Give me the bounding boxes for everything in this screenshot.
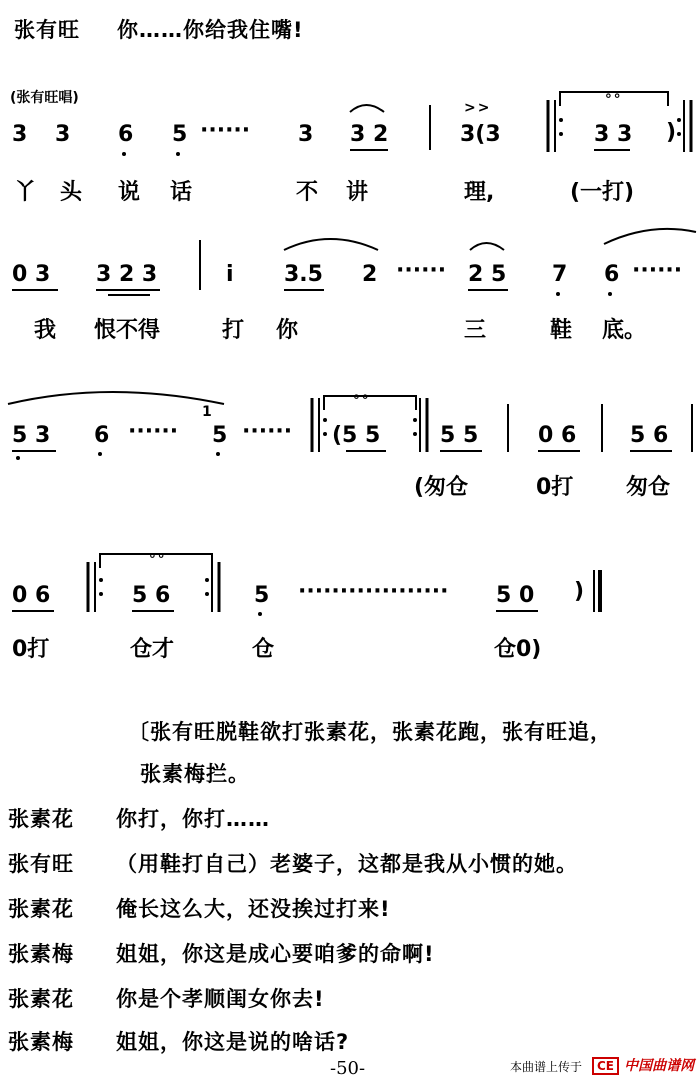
dots: ······ <box>200 118 251 143</box>
dialogue-speaker: 张素花 <box>8 807 74 831</box>
octave-dot-low <box>98 452 102 456</box>
repeat-mark: ∘∘ <box>352 389 370 405</box>
note: 6 <box>604 262 620 287</box>
percussion-text: 仓0) <box>494 637 542 662</box>
dots: ······ <box>128 419 179 444</box>
note-pair: 0 3 <box>12 262 51 287</box>
octave-dot-low <box>556 292 560 296</box>
note-pair: 3(3 <box>460 122 501 147</box>
logo-text: 中国曲谱网 <box>624 1058 695 1074</box>
slur <box>604 229 696 244</box>
repeat-dot <box>413 432 417 436</box>
header-line: 你……你给我住嘴! <box>117 18 304 42</box>
note-pair: 5 5 <box>440 423 479 448</box>
dialogue-line: 俺长这么大，还没挨过打来! <box>116 897 391 921</box>
note-pair: 5 6 <box>132 583 171 608</box>
dialogue-speaker: 张有旺 <box>8 852 74 876</box>
percussion-text: 匆仓 <box>626 475 671 500</box>
repeat-dot <box>323 418 327 422</box>
repeat-dot <box>205 592 209 596</box>
logo-mark: CE <box>592 1057 619 1075</box>
lyric: 丫 <box>14 180 37 205</box>
octave-dot-low <box>16 456 20 460</box>
repeat-bracket <box>324 396 416 410</box>
lyric: 恨不得 <box>94 318 161 343</box>
percussion-text: 仓 <box>252 637 275 662</box>
octave-dot-low <box>216 452 220 456</box>
lyric: 打 <box>222 318 245 343</box>
repeat-bracket <box>560 92 668 106</box>
percussion-text: 0打 <box>12 637 50 662</box>
octave-dot-low <box>258 612 262 616</box>
note: i <box>226 262 234 287</box>
dots: ······ <box>632 258 683 283</box>
note-pair: 2 5 <box>468 262 507 287</box>
note-pair: (5 5 <box>332 423 381 448</box>
repeat-dot <box>99 592 103 596</box>
repeat-mark: ∘∘ <box>604 88 622 104</box>
grace-note: 1 <box>202 404 212 420</box>
note-pair: 5 6 <box>630 423 669 448</box>
stage-direction-line-2: 张素梅拦。 <box>140 762 250 786</box>
dialogue-speaker: 张素梅 <box>8 942 74 966</box>
dialogue-line: 你是个孝顺闺女你去! <box>116 987 325 1011</box>
repeat-dot <box>323 432 327 436</box>
repeat-dot <box>413 418 417 422</box>
percussion-text: 仓才 <box>130 637 175 662</box>
lyric: 不 <box>296 180 319 205</box>
note: 6 <box>118 122 134 147</box>
dialogue-line: （用鞋打自己）老婆子，这都是我从小惯的她。 <box>116 852 578 876</box>
dialogue-speaker: 张素花 <box>8 897 74 921</box>
lyric: 你 <box>276 318 299 343</box>
lyric: 头 <box>60 180 83 205</box>
dialogue-line: 姐姐，你这是成心要咱爹的命啊! <box>116 942 435 966</box>
slur <box>350 105 384 112</box>
dialogue-speaker: 张素梅 <box>8 1030 74 1054</box>
site-logo <box>592 1055 694 1075</box>
lyric: 话 <box>170 180 193 205</box>
repeat-dot <box>677 132 681 136</box>
repeat-dot <box>99 578 103 582</box>
lyric: 我 <box>34 318 57 343</box>
lyric: 说 <box>118 180 141 205</box>
note: 5 <box>212 423 228 448</box>
stage-direction-line-1: 〔张有旺脱鞋欲打张素花，张素花跑，张有旺追， <box>128 720 612 744</box>
singer-note: (张有旺唱) <box>10 90 79 106</box>
note-pair: 3.5 <box>284 262 323 287</box>
note: 5 <box>172 122 188 147</box>
repeat-dot <box>205 578 209 582</box>
octave-dot-low <box>176 152 180 156</box>
paren-close: ) <box>574 579 585 604</box>
upload-credit: 本曲谱上传于 <box>510 1060 583 1074</box>
octave-dot-low <box>122 152 126 156</box>
lyric: 理, <box>464 180 495 205</box>
repeat-bracket <box>100 554 212 568</box>
slur <box>470 243 504 250</box>
repeat-dot <box>677 118 681 122</box>
percussion-text: (匆仓 <box>414 475 469 500</box>
lyric: 底。 <box>602 318 647 343</box>
repeat-dot <box>559 132 563 136</box>
octave-dot-low <box>608 292 612 296</box>
percussion-text: 0打 <box>536 475 574 500</box>
note: 6 <box>94 423 110 448</box>
lyric: 鞋 <box>550 318 573 343</box>
lyric: 讲 <box>346 180 369 205</box>
slur <box>284 239 378 250</box>
note: 2 <box>362 262 378 287</box>
repeat-mark: ∘∘ <box>148 548 166 564</box>
dots: ······ <box>396 258 447 283</box>
page-number: -50- <box>330 1058 366 1079</box>
dots: ······ <box>242 419 293 444</box>
accent-marks: >> <box>464 100 492 116</box>
note: 5 <box>254 583 270 608</box>
header-speaker: 张有旺 <box>14 18 80 42</box>
note-pair: 0 6 <box>538 423 577 448</box>
percussion-text: (一打) <box>570 180 635 205</box>
note-pair: 3 2 <box>350 122 389 147</box>
note-pair: 0 6 <box>12 583 51 608</box>
note: 3 <box>55 122 71 147</box>
lyric: 三 <box>464 318 487 343</box>
note-pair: 5 3 <box>12 423 51 448</box>
note: 3 <box>12 122 28 147</box>
repeat-dot <box>559 118 563 122</box>
dialogue-line: 姐姐，你这是说的啥话? <box>116 1030 350 1054</box>
dialogue-line: 你打，你打…… <box>116 807 270 831</box>
paren-close: ) <box>666 120 677 145</box>
note-pair: 3 3 <box>594 122 633 147</box>
note: 7 <box>552 262 568 287</box>
dialogue-speaker: 张素花 <box>8 987 74 1011</box>
note: 3 <box>298 122 314 147</box>
note-triple: 3 2 3 <box>96 262 158 287</box>
slur <box>8 392 224 404</box>
dots: ·················· <box>298 579 449 604</box>
note-pair: 5 0 <box>496 583 535 608</box>
